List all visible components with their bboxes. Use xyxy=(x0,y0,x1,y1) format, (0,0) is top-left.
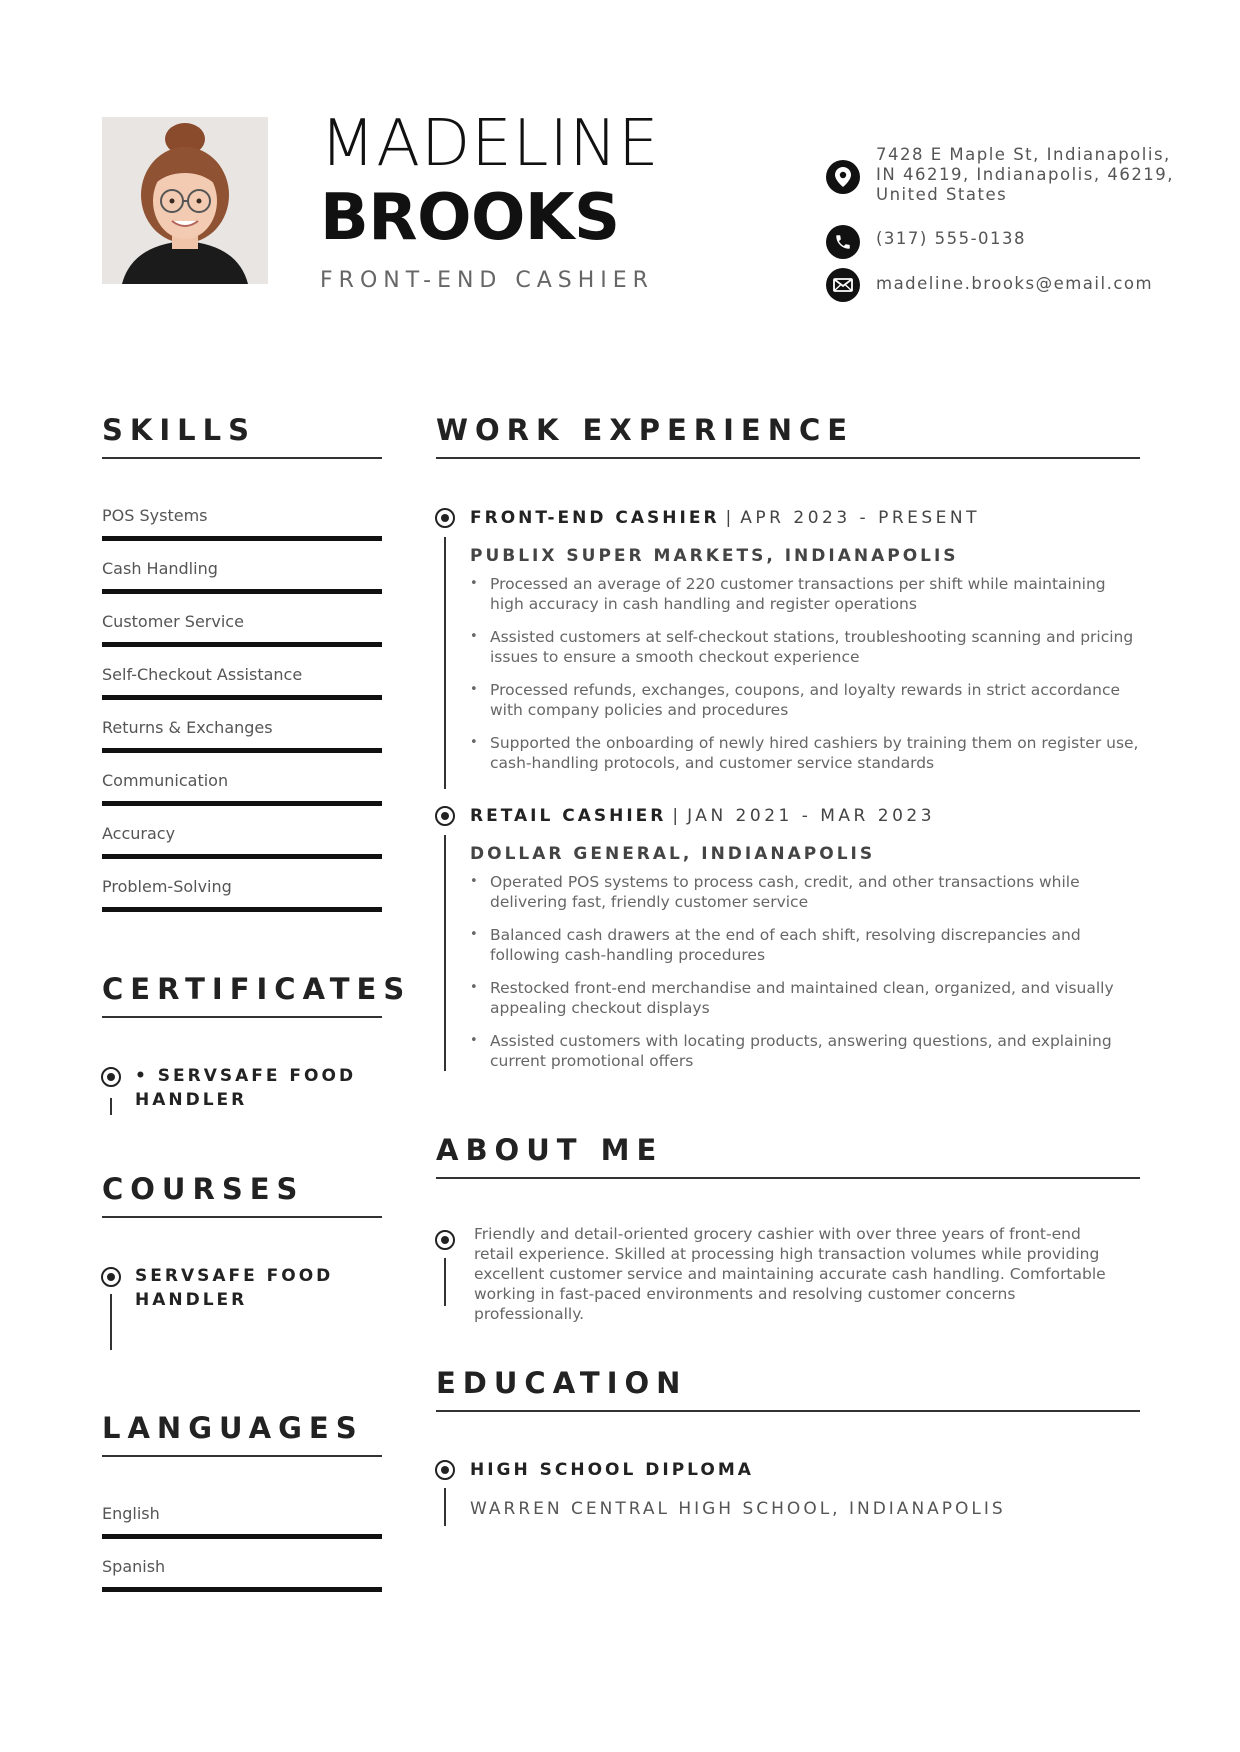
timeline-dot-icon xyxy=(435,1230,455,1250)
education-rule xyxy=(436,1410,1140,1412)
languages-list xyxy=(102,1506,382,1612)
job-bullet: • Supported the onboarding of newly hired cashiers by training them on register use, cash-handling protocols, and customer service standards xyxy=(470,733,1142,773)
timeline-dot-icon xyxy=(101,1067,121,1087)
timeline-line xyxy=(444,1488,446,1526)
company-name: PUBLIX SUPER MARKETS, INDIANAPOLIS xyxy=(470,546,959,566)
degree-label: HIGH SCHOOL DIPLOMA xyxy=(470,1460,754,1480)
timeline-dot-icon xyxy=(435,1460,455,1480)
job-bullet: • Balanced cash drawers at the end of each shift, resolving discrepancies and following cash-handling procedures xyxy=(470,925,1142,965)
job-bullets xyxy=(470,574,1142,786)
skill-bar xyxy=(102,854,382,859)
language-label: English xyxy=(102,1504,160,1523)
language-bar xyxy=(102,1534,382,1539)
skill-bar xyxy=(102,695,382,700)
certificate-line-1: • SERVSAFE FOOD xyxy=(135,1066,357,1086)
skill-label: Customer Service xyxy=(102,612,244,631)
work-experience-heading: WORK EXPERIENCE xyxy=(436,413,855,447)
job-title: FRONT-END CASHIER xyxy=(320,268,654,293)
skill-label: Cash Handling xyxy=(102,559,218,578)
education-heading: EDUCATION xyxy=(436,1366,688,1400)
address-line-3: United States xyxy=(876,185,1008,204)
certificates-heading: CERTIFICATES xyxy=(102,972,412,1006)
about-me-text: Friendly and detail-oriented grocery cashier with over three years of front-end retail experience. Skilled at processing high transaction volumes while providing excellent customer service and maintaining accurate cash handling. Comfortable working in fast-paced environments and resolving customer concerns professionally. xyxy=(474,1225,1106,1323)
course-item xyxy=(135,1264,333,1312)
language-item xyxy=(102,1559,382,1612)
languages-heading: LANGUAGES xyxy=(102,1411,364,1445)
last-name: BROOKS xyxy=(320,181,620,255)
timeline-line xyxy=(110,1098,112,1115)
job-separator: | xyxy=(725,508,735,528)
job-bullet: • Restocked front-end merchandise and maintained clean, organized, and visually appealing checkout displays xyxy=(470,978,1142,1018)
skill-bar xyxy=(102,642,382,647)
person-photo-icon xyxy=(102,117,268,284)
job-bullet: • Operated POS systems to process cash, credit, and other transactions while delivering fast, friendly customer service xyxy=(470,872,1142,912)
skill-label: POS Systems xyxy=(102,506,208,525)
skill-item xyxy=(102,561,382,614)
timeline-dot-icon xyxy=(101,1267,121,1287)
course-line-1: SERVSAFE FOOD xyxy=(135,1266,334,1286)
languages-rule xyxy=(102,1455,382,1457)
courses-heading: COURSES xyxy=(102,1172,305,1206)
certificate-item xyxy=(135,1064,356,1112)
job-dates: APR 2023 - PRESENT xyxy=(740,508,981,528)
school-name: WARREN CENTRAL HIGH SCHOOL, INDIANAPOLIS xyxy=(470,1499,1006,1519)
degree-title xyxy=(470,1462,754,1479)
address xyxy=(876,145,1174,205)
job-bullet: • Processed an average of 220 customer transactions per shift while maintaining high accuracy in cash handling and register operations xyxy=(470,574,1142,614)
timeline-line xyxy=(444,835,446,1071)
courses-rule xyxy=(102,1216,382,1218)
skill-label: Problem-Solving xyxy=(102,877,232,896)
skills-list xyxy=(102,508,382,932)
skill-item xyxy=(102,879,382,932)
job-bullets xyxy=(470,872,1142,1084)
timeline-line xyxy=(110,1294,112,1350)
skill-item xyxy=(102,720,382,773)
address-line-1: 7428 E Maple St, Indianapolis, xyxy=(876,145,1171,164)
skill-label: Self-Checkout Assistance xyxy=(102,665,303,684)
certificate-line-2: HANDLER xyxy=(135,1090,248,1110)
skill-item xyxy=(102,508,382,561)
work-experience-rule xyxy=(436,457,1140,459)
job-bullet: • Assisted customers at self-checkout stations, troubleshooting scanning and pricing issues to ensure a smooth checkout experience xyxy=(470,627,1142,667)
timeline-dot-icon xyxy=(435,508,455,528)
job-role: RETAIL CASHIER xyxy=(470,806,667,826)
job-role: FRONT-END CASHIER xyxy=(470,508,720,528)
location-pin-icon xyxy=(826,160,860,194)
certificates-rule xyxy=(102,1016,382,1018)
skill-bar xyxy=(102,748,382,753)
email-address[interactable]: madeline.brooks@email.com xyxy=(876,274,1154,293)
language-bar xyxy=(102,1587,382,1592)
company-name: DOLLAR GENERAL, INDIANAPOLIS xyxy=(470,844,876,864)
timeline-dot-icon xyxy=(435,806,455,826)
first-name: MADELINE xyxy=(320,107,660,181)
course-line-2: HANDLER xyxy=(135,1290,248,1310)
job-bullet: • Assisted customers with locating products, answering questions, and explaining current promotional offers xyxy=(470,1031,1142,1071)
skill-label: Communication xyxy=(102,771,229,790)
skill-item xyxy=(102,826,382,879)
skill-bar xyxy=(102,589,382,594)
address-line-2: IN 46219, Indianapolis, 46219, xyxy=(876,165,1175,184)
skill-label: Returns & Exchanges xyxy=(102,718,273,737)
job-bullet: • Processed refunds, exchanges, coupons, and loyalty rewards in strict accordance with company policies and procedures xyxy=(470,680,1142,720)
skill-bar xyxy=(102,536,382,541)
timeline-line xyxy=(444,537,446,789)
about-me-rule xyxy=(436,1177,1140,1179)
skills-rule xyxy=(102,457,382,459)
language-item xyxy=(102,1506,382,1559)
job-separator: | xyxy=(672,806,682,826)
phone-icon xyxy=(826,225,860,259)
skill-item xyxy=(102,773,382,826)
skills-heading: SKILLS xyxy=(102,413,256,447)
about-me-heading: ABOUT ME xyxy=(436,1133,664,1167)
timeline-line xyxy=(444,1258,446,1306)
skill-label: Accuracy xyxy=(102,824,176,843)
skill-item xyxy=(102,667,382,720)
skill-bar xyxy=(102,907,382,912)
skill-bar xyxy=(102,801,382,806)
job-dates: JAN 2021 - MAR 2023 xyxy=(687,806,936,826)
phone-number[interactable]: (317) 555-0138 xyxy=(876,229,1027,248)
profile-photo xyxy=(102,117,268,284)
skill-item xyxy=(102,614,382,667)
envelope-icon xyxy=(826,268,860,302)
language-label: Spanish xyxy=(102,1557,166,1576)
job-heading xyxy=(470,510,980,527)
job-heading xyxy=(470,808,935,825)
